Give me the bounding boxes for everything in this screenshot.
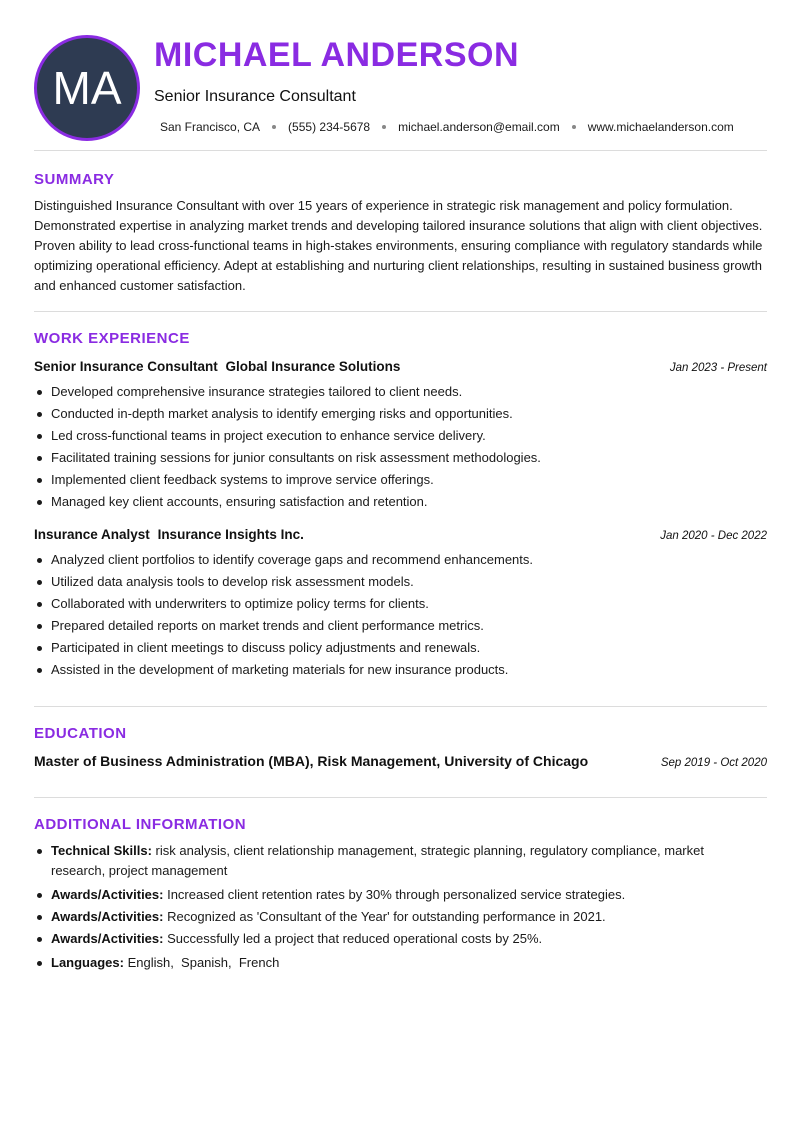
- education-entry: [34, 753, 767, 769]
- contact-bar: [160, 120, 734, 134]
- item-text: English, Spanish, French: [123, 955, 280, 970]
- additional-info-list: [34, 841, 751, 975]
- list-item: Implemented client feedback systems to improve service offerings.: [51, 469, 784, 491]
- additional-info-heading: ADDITIONAL INFORMATION: [34, 816, 247, 833]
- divider: [34, 150, 767, 151]
- job-dates: Jan 2023 - Present: [669, 362, 767, 374]
- list-item: Facilitated training sessions for junior consultants on risk assessment methodologies.: [51, 447, 784, 469]
- list-item: [51, 953, 751, 973]
- separator-dot-icon: [272, 125, 276, 129]
- job-company: Global Insurance Solutions: [225, 359, 401, 374]
- summary-text: Distinguished Insurance Consultant with over 15 years of experience in strategic risk management and policy formulation. Demonstrated expertise in analyzing market trends and developing tailored insurance solutions that align with client objectives. Proven ability to lead cross-functional teams in high-stakes environments, ensuring compliance with regulatory standards while optimizing operational efficiency. Adept at establishing and nurturing client relationships, resulting in sustained business growth and enhanced customer satisfaction.: [34, 198, 763, 293]
- contact-location: San Francisco, CA: [160, 120, 261, 134]
- list-item: Utilized data analysis tools to develop risk assessment models.: [51, 571, 784, 593]
- list-item: Participated in client meetings to discuss policy adjustments and renewals.: [51, 637, 784, 659]
- list-item: Prepared detailed reports on market trends and client performance metrics.: [51, 615, 784, 637]
- item-label: Languages:: [51, 955, 124, 970]
- separator-dot-icon: [572, 125, 576, 129]
- job-header: [34, 527, 767, 542]
- job-role: Senior Insurance Consultant: [34, 359, 218, 374]
- list-item: Developed comprehensive insurance strategies tailored to client needs.: [51, 381, 784, 403]
- list-item: [51, 841, 751, 881]
- job-bullets: [34, 549, 784, 681]
- education-heading: EDUCATION: [34, 725, 127, 742]
- divider: [34, 706, 767, 707]
- education-dates: Sep 2019 - Oct 2020: [660, 757, 767, 769]
- item-text: Increased client retention rates by 30% through personalized service strategies.: [163, 887, 626, 902]
- job-role: Insurance Analyst: [34, 527, 150, 542]
- job-title: [34, 359, 400, 374]
- job-header: [34, 359, 767, 374]
- education-degree: Master of Business Administration (MBA), Risk Management, University of Chicago: [34, 753, 589, 769]
- item-text: Recognized as 'Consultant of the Year' for outstanding performance in 2021.: [163, 909, 606, 924]
- item-text: Successfully led a project that reduced operational costs by 25%.: [163, 931, 543, 946]
- job-dates: Jan 2020 - Dec 2022: [660, 530, 767, 542]
- item-label: Awards/Activities:: [51, 909, 164, 924]
- list-item: [51, 929, 751, 949]
- avatar-initials: MA: [52, 62, 122, 114]
- list-item: [51, 885, 751, 905]
- item-label: Awards/Activities:: [51, 887, 164, 902]
- summary-heading: SUMMARY: [34, 171, 115, 188]
- job-bullets: [34, 381, 784, 513]
- work-experience-heading: WORK EXPERIENCE: [34, 330, 190, 347]
- list-item: Analyzed client portfolios to identify coverage gaps and recommend enhancements.: [51, 549, 784, 571]
- candidate-name: MICHAEL ANDERSON: [154, 36, 520, 74]
- candidate-title: Senior Insurance Consultant: [154, 88, 356, 105]
- item-label: Awards/Activities:: [51, 931, 164, 946]
- contact-website[interactable]: www.michaelanderson.com: [587, 120, 734, 134]
- divider: [34, 311, 767, 312]
- list-item: Led cross-functional teams in project execution to enhance service delivery.: [51, 425, 784, 447]
- list-item: [51, 907, 751, 927]
- contact-email[interactable]: michael.anderson@email.com: [398, 120, 560, 134]
- separator-dot-icon: [382, 125, 386, 129]
- item-text: risk analysis, client relationship management, strategic planning, regulatory compliance, market research, project management: [51, 843, 704, 878]
- item-label: Technical Skills:: [51, 843, 152, 858]
- list-item: Collaborated with underwriters to optimize policy terms for clients.: [51, 593, 784, 615]
- list-item: Managed key client accounts, ensuring satisfaction and retention.: [51, 491, 784, 513]
- job-title: [34, 527, 304, 542]
- list-item: Assisted in the development of marketing materials for new insurance products.: [51, 659, 784, 681]
- contact-phone[interactable]: (555) 234-5678: [288, 120, 371, 134]
- list-item: Conducted in-depth market analysis to identify emerging risks and opportunities.: [51, 403, 784, 425]
- job-company: Insurance Insights Inc.: [157, 527, 304, 542]
- avatar: [34, 35, 140, 141]
- divider: [34, 797, 767, 798]
